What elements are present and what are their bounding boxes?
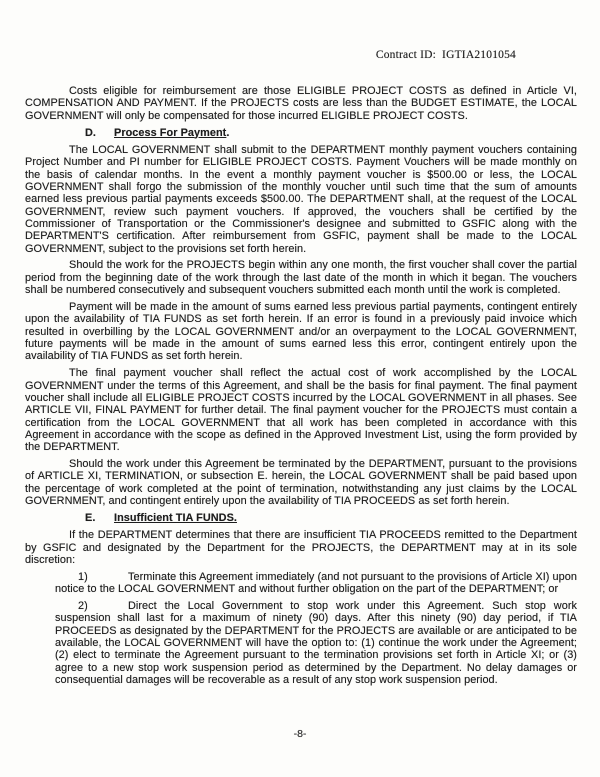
paragraph-eligible-costs: Costs eligible for reimbursement are those ELIGIBLE PROJECT COSTS as defined in Article VI, COMPENSATION AND PAYMENT. If the PROJECTS costs are less than the BUDGET ESTIMATE, the LOCAL GOVERNMENT will only be compensated for those incurred ELIGIBLE PROJECT COSTS. [25, 85, 577, 122]
contract-id-value: IGTIA2101054 [442, 49, 516, 61]
paragraph-insufficient-proceeds: If the DEPARTMENT determines that there are insufficient TIA PROCEEDS remitted to the Department by GSFIC and designated by the Department for the PROJECTS, the DEPARTMENT may at in its sole discretion: [25, 529, 577, 567]
contract-id-label: Contract ID: [375, 49, 437, 61]
page-number: -8- [293, 728, 307, 740]
section-title: Process For Payment [114, 126, 227, 139]
list-item-stop-work [25, 600, 577, 686]
section-letter: E. [85, 512, 96, 524]
section-letter: D. [85, 126, 96, 139]
paragraph-payment-amount: Payment will be made in the amount of sums earned less previous partial payments, contingent entirely upon the availability of TIA FUNDS as set forth herein. If an error is found in a previously paid invoice which resulted in overbilling by the LOCAL GOVERNMENT and/or an overpayment to the LOCAL GOVERNMENT, future payments will be made in the amount of sums earned less this error, contingent entirely upon the availability of TIA FUNDS as set forth herein. [25, 301, 577, 363]
paragraph-first-voucher: Should the work for the PROJECTS begin within any one month, the first voucher shall cover the partial period from the beginning date of the work through the last date of the month in which it began. The vouchers shall be numbered consecutively and subsequent vouchers submitted each month until the work is completed. [25, 259, 577, 297]
list-item-text: Terminate this Agreement immediately (and not pursuant to the provisions of Article XI) upon notice to the LOCAL GOVERNMENT and without further obligation on the part of the DEPARTMENT; or [55, 570, 577, 596]
section-title: Insufficient TIA FUNDS. [114, 512, 237, 524]
document-body [25, 85, 577, 691]
paragraph-final-voucher: The final payment voucher shall reflect the actual cost of work accomplished by the LOCAL GOVERNMENT under the terms of this Agreement, and shall be the basis for final payment. The final payment voucher shall include all ELIGIBLE PROJECT COSTS incurred by the LOCAL GOVERNMENT in all phases. See ARTICLE VII, FINAL PAYMENT for further detail. The final payment voucher for the PROJECTS must contain a certification from the LOCAL GOVERNMENT that all work has been completed in accordance with this Agreement in accordance with the scope as defined in the Approved Investment List, using the form provided by the DEPARTMENT. [25, 367, 577, 454]
list-item-number: 1) [78, 570, 88, 583]
section-heading-e [25, 512, 577, 524]
list-item-terminate [25, 571, 577, 596]
contract-id-line [0, 49, 516, 61]
paragraph-termination-payment: Should the work under this Agreement be terminated by the DEPARTMENT, pursuant to the provisions of ARTICLE XI, TERMINATION, or subsection E. herein, the LOCAL GOVERNMENT shall be paid based upon the percentage of work completed at the point of termination, notwithstanding any just claims by the LOCAL GOVERNMENT, and contingent entirely upon the availability of TIA PROCEEDS as set forth herein. [25, 458, 577, 508]
list-item-number: 2) [78, 600, 88, 613]
list-item-text: Direct the Local Government to stop work under this Agreement. Such stop work suspension shall last for a maximum of ninety (90) days. After this ninety (90) day period, if TIA PROCEEDS as designated by the DEPARTMENT for the PROJECTS are available or are anticipated to be available, the LOCAL GOVERNMENT will have the option to: (1) continue the work under the Agreement; (2) elect to terminate the Agreement pursuant to the termination provisions set forth in Article XI; or (3) agree to a new stop work suspension period as determined by the Department. No delay damages or consequential damages will be recoverable as a result of any stop work suspension period. [55, 600, 577, 687]
section-title-suffix: . [226, 126, 230, 139]
section-heading-d [25, 127, 577, 139]
paragraph-monthly-vouchers: The LOCAL GOVERNMENT shall submit to the DEPARTMENT monthly payment vouchers containing Project Number and PI number for ELIGIBLE PROJECT COSTS. Payment Vouchers will be made monthly on the basis of calendar months. In the event a monthly payment voucher is $500.00 or less, the LOCAL GOVERNMENT shall forgo the submission of the monthly voucher until such time that the sum of amounts earned less previous partial payments exceeds $500.00. The DEPARTMENT shall, at the request of the LOCAL GOVERNMENT, review such payment vouchers. If approved, the vouchers shall be certified by the Commissioner of Transportation or the Commissioner's designee and submitted to GSFIC along with the DEPARTMENT'S certification. After reimbursement from GSFIC, payment shall be made to the LOCAL GOVERNMENT, subject to the provisions set forth herein. [25, 143, 577, 255]
